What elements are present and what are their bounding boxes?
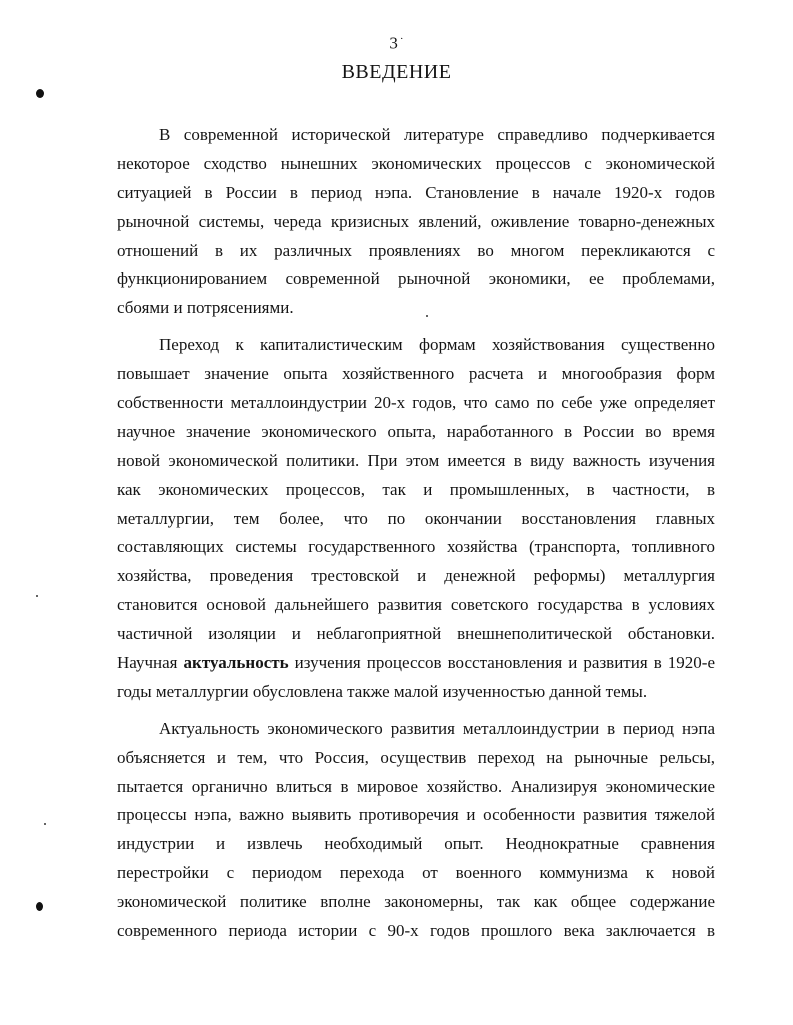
text-line: Переход к капиталистическим формам хозяйствования существенно bbox=[159, 335, 715, 355]
text-line: сбоями и потрясениями. bbox=[117, 298, 294, 318]
scan-speck bbox=[44, 823, 46, 825]
text-line: Актуальность экономического развития металлоиндустрии в период нэпа bbox=[159, 718, 715, 738]
text-line: повышает значение опыта хозяйственного расчета и многообразия форм bbox=[117, 364, 715, 384]
text-line: хозяйства, проведения трестовской и денежной реформы) металлургия bbox=[117, 566, 715, 586]
text-line: составляющих системы государственного хозяйства (транспорта, топливного bbox=[117, 537, 715, 557]
emph-before: Научная bbox=[117, 653, 184, 673]
text-line: ситуацией в России в период нэпа. Становление в начале 1920-х годов bbox=[117, 182, 715, 202]
emph-keyword-actuality: актуальность bbox=[183, 653, 289, 673]
text-line: экономической политике вполне закономерны, так как общее содержание bbox=[117, 892, 715, 912]
text-line: металлургии, тем более, что по окончании восстановления главных bbox=[117, 508, 715, 528]
paragraph-3 bbox=[117, 715, 715, 946]
text-line: рыночной системы, череда кризисных явлений, оживление товарно-денежных bbox=[117, 211, 715, 231]
page-title: ВВЕДЕНИЕ bbox=[341, 61, 452, 83]
text-line: собственности металлоиндустрии 20-х годов, что само по себе уже определяет bbox=[117, 393, 715, 413]
text-line: функционированием современной рыночной экономики, ее проблемами, bbox=[117, 269, 715, 289]
text-line: некоторое сходство нынешних экономических процессов с экономической bbox=[117, 153, 715, 173]
binding-hole-mark-bottom bbox=[36, 902, 43, 911]
binding-hole-mark-top bbox=[36, 89, 44, 98]
text-line: частичной изоляции и неблагоприятной внешнеполитической обстановки. bbox=[117, 624, 715, 644]
emph-after: изучения процессов восстановления и развития в 1920-е bbox=[288, 653, 715, 673]
body-text bbox=[117, 121, 715, 946]
text-line: становится основой дальнейшего развития советского государства в условиях bbox=[117, 595, 715, 615]
scan-speck bbox=[36, 595, 38, 597]
text-line: годы металлургии обусловлена также малой изученностью данной темы. bbox=[117, 681, 648, 701]
text-line: перестройки с периодом перехода от военного коммунизма к новой bbox=[117, 863, 715, 883]
text-line: новой экономической политики. При этом имеется в виду важность изучения bbox=[117, 450, 715, 470]
paragraph-2 bbox=[117, 331, 715, 707]
text-line: индустрии и извлечь необходимый опыт. Неоднократные сравнения bbox=[117, 834, 715, 854]
text-line: отношений в их различных проявлениях во многом перекликаются с bbox=[117, 240, 715, 260]
text-line: процессы нэпа, важно выявить противоречия и особенности развития тяжелой bbox=[117, 805, 715, 825]
text-line: современного периода истории с 90-х годов прошлого века заключается в bbox=[117, 921, 715, 941]
text-line: объясняется и тем, что Россия, осуществив переход на рыночные рельсы, bbox=[117, 747, 715, 767]
page-number bbox=[0, 33, 793, 54]
scan-tick-mark: · bbox=[399, 33, 404, 45]
text-line: научное значение экономического опыта, наработанного в России во время bbox=[117, 421, 715, 441]
paragraph-1 bbox=[117, 121, 715, 323]
text-line: пытается органично влиться в мировое хозяйство. Анализируя экономические bbox=[117, 776, 715, 796]
text-line: как экономических процессов, так и промышленных, в частности, в bbox=[117, 479, 715, 499]
page-number-value: 3 bbox=[389, 33, 398, 53]
text-line: В современной исторической литературе справедливо подчеркивается bbox=[159, 125, 715, 144]
text-line-emphasis bbox=[117, 649, 715, 678]
